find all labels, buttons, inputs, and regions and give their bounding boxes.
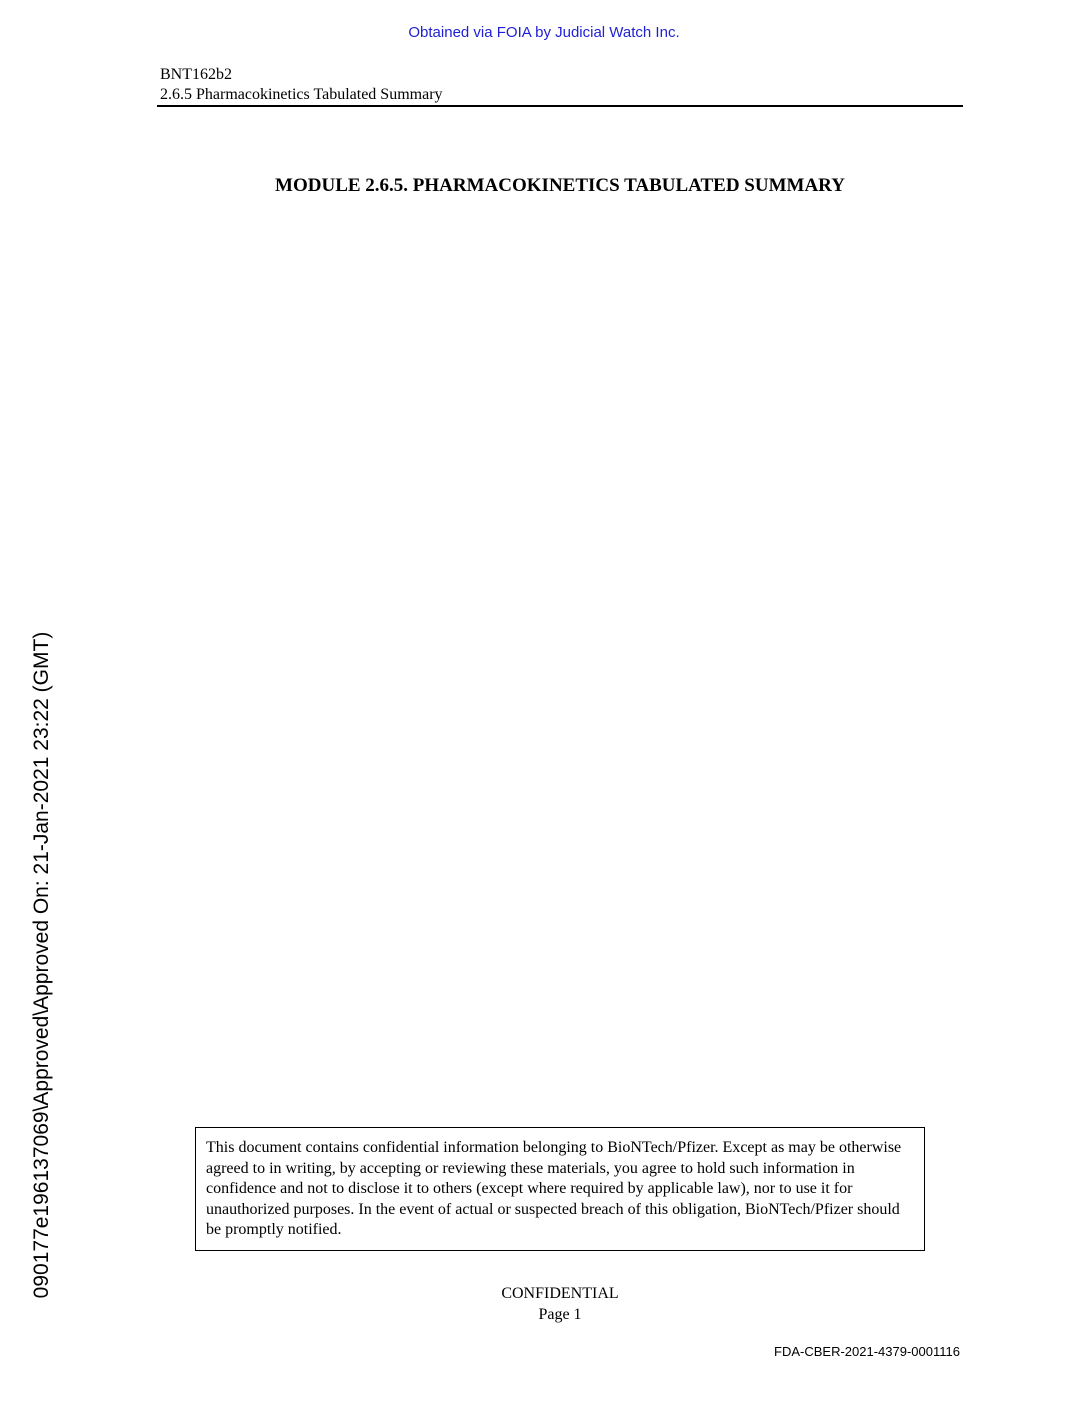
confidentiality-notice: This document contains confidential information belonging to BioNTech/Pfizer. Except as may be otherwise agreed to in writing, by accepting or reviewing these materials, you agree to hold such information in confidence and not to disclose it to others (except where required by applicable law), nor to use it for unauthorized purposes. In the event of actual or suspected breach of this obligation, BioNTech/Pfizer should be promptly notified. <box>195 1127 925 1251</box>
page-footer <box>460 1283 660 1325</box>
foia-banner: Obtained via FOIA by Judicial Watch Inc. <box>408 24 680 41</box>
header-section: 2.6.5 Pharmacokinetics Tabulated Summary <box>160 86 443 103</box>
page-title: MODULE 2.6.5. PHARMACOKINETICS TABULATED SUMMARY <box>275 175 845 196</box>
approval-stamp: 090177e196137069\Approved\Approved On: 21-Jan-2021 23:22 (GMT) <box>30 631 53 1299</box>
header-product: BNT162b2 <box>160 66 232 83</box>
footer-page-number: Page 1 <box>538 1306 582 1323</box>
footer-classification: CONFIDENTIAL <box>501 1285 619 1302</box>
header-divider <box>157 105 963 107</box>
document-id: FDA-CBER-2021-4379-0001116 <box>774 1344 960 1359</box>
document-header <box>160 65 962 105</box>
